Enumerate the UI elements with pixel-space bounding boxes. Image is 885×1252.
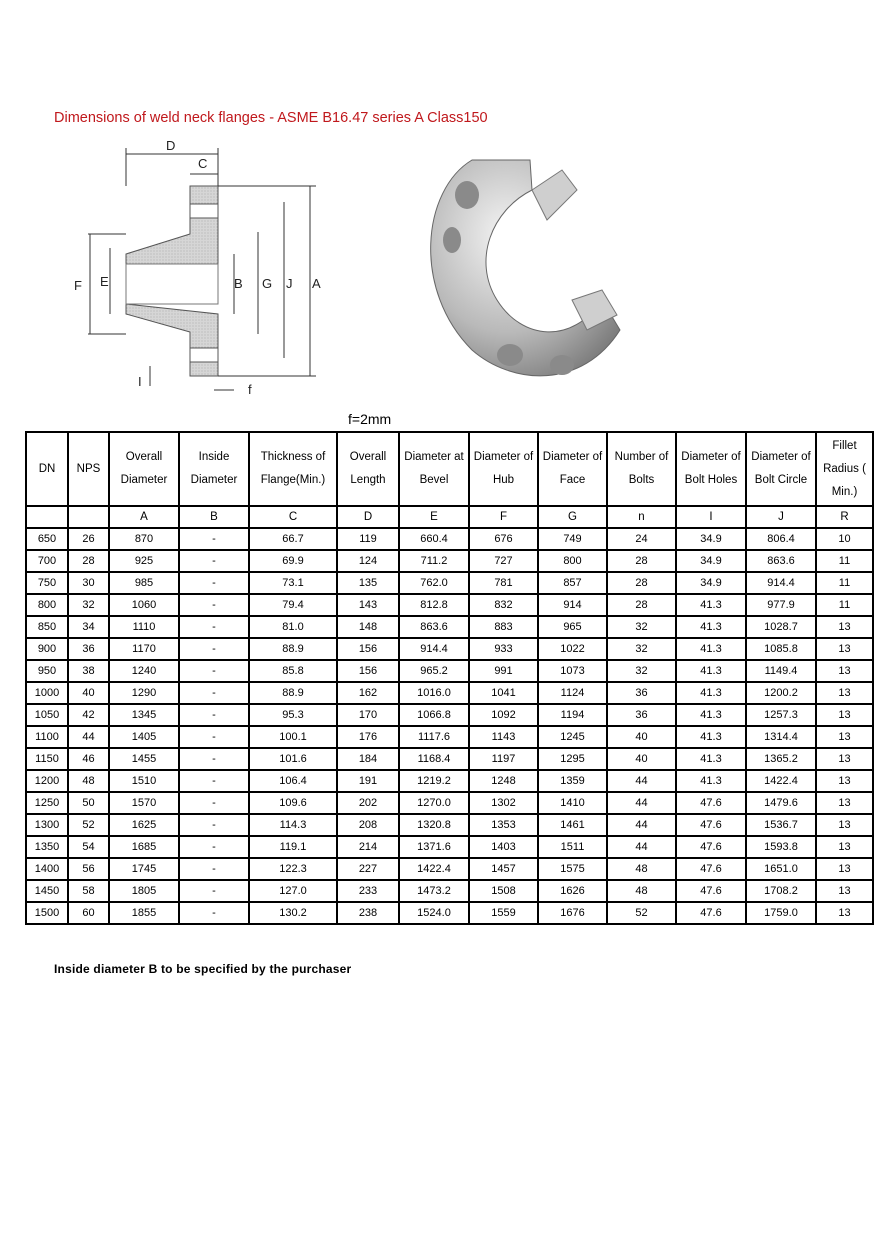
table-cell: 162 bbox=[337, 682, 399, 704]
col-letter: G bbox=[538, 506, 607, 528]
table-cell: 800 bbox=[538, 550, 607, 572]
table-row bbox=[26, 770, 873, 792]
table-cell: 870 bbox=[109, 528, 179, 550]
table-cell: 1461 bbox=[538, 814, 607, 836]
table-cell: - bbox=[179, 704, 249, 726]
col-header: Diameter of Face bbox=[538, 432, 607, 506]
table-cell: 156 bbox=[337, 660, 399, 682]
table-cell: 109.6 bbox=[249, 792, 337, 814]
table-cell: 41.3 bbox=[676, 616, 746, 638]
table-cell: 54 bbox=[68, 836, 109, 858]
label-f-lower: f bbox=[248, 382, 252, 397]
table-cell: 1626 bbox=[538, 880, 607, 902]
table-row bbox=[26, 638, 873, 660]
table-cell: 40 bbox=[607, 726, 676, 748]
table-cell: 965.2 bbox=[399, 660, 469, 682]
table-cell: - bbox=[179, 902, 249, 924]
table-cell: 11 bbox=[816, 550, 873, 572]
table-cell: 127.0 bbox=[249, 880, 337, 902]
table-cell: 41.3 bbox=[676, 726, 746, 748]
table-cell: - bbox=[179, 550, 249, 572]
col-letter: B bbox=[179, 506, 249, 528]
table-cell: - bbox=[179, 682, 249, 704]
table-cell: - bbox=[179, 660, 249, 682]
table-cell: 933 bbox=[469, 638, 538, 660]
table-cell: 85.8 bbox=[249, 660, 337, 682]
col-letter bbox=[26, 506, 68, 528]
table-cell: 30 bbox=[68, 572, 109, 594]
table-cell: 1092 bbox=[469, 704, 538, 726]
col-header: Diameter at Bevel bbox=[399, 432, 469, 506]
table-cell: 1400 bbox=[26, 858, 68, 880]
table-cell: 44 bbox=[607, 814, 676, 836]
table-cell: 41.3 bbox=[676, 594, 746, 616]
table-cell: 750 bbox=[26, 572, 68, 594]
table-cell: 1320.8 bbox=[399, 814, 469, 836]
table-cell: 1403 bbox=[469, 836, 538, 858]
col-header: Number of Bolts bbox=[607, 432, 676, 506]
table-cell: 41.3 bbox=[676, 748, 746, 770]
table-cell: 1028.7 bbox=[746, 616, 816, 638]
table-cell: 41.3 bbox=[676, 660, 746, 682]
table-cell: 13 bbox=[816, 726, 873, 748]
table-cell: 991 bbox=[469, 660, 538, 682]
table-cell: 238 bbox=[337, 902, 399, 924]
col-letter: I bbox=[676, 506, 746, 528]
col-header: Diameter of Hub bbox=[469, 432, 538, 506]
table-cell: 47.6 bbox=[676, 836, 746, 858]
table-cell: 1060 bbox=[109, 594, 179, 616]
table-cell: 41.3 bbox=[676, 638, 746, 660]
table-cell: 1168.4 bbox=[399, 748, 469, 770]
table-cell: 1405 bbox=[109, 726, 179, 748]
table-cell: 28 bbox=[607, 594, 676, 616]
table-cell: - bbox=[179, 858, 249, 880]
table-cell: 1100 bbox=[26, 726, 68, 748]
table-cell: 925 bbox=[109, 550, 179, 572]
table-cell: 69.9 bbox=[249, 550, 337, 572]
col-letter: J bbox=[746, 506, 816, 528]
table-cell: 40 bbox=[68, 682, 109, 704]
page-title: Dimensions of weld neck flanges - ASME B16.47 series A Class150 bbox=[54, 110, 488, 126]
table-cell: 44 bbox=[607, 770, 676, 792]
table-cell: 1708.2 bbox=[746, 880, 816, 902]
table-cell: 227 bbox=[337, 858, 399, 880]
col-header: Inside Diameter bbox=[179, 432, 249, 506]
table-row bbox=[26, 528, 873, 550]
table-cell: - bbox=[179, 770, 249, 792]
flange-3d-image bbox=[412, 150, 632, 398]
table-cell: 38 bbox=[68, 660, 109, 682]
table-cell: 184 bbox=[337, 748, 399, 770]
table-cell: 832 bbox=[469, 594, 538, 616]
table-row bbox=[26, 594, 873, 616]
table-cell: 650 bbox=[26, 528, 68, 550]
table-cell: 36 bbox=[607, 682, 676, 704]
table-cell: - bbox=[179, 836, 249, 858]
table-cell: 47.6 bbox=[676, 880, 746, 902]
table-cell: 11 bbox=[816, 572, 873, 594]
col-header: Diameter of Bolt Holes bbox=[676, 432, 746, 506]
table-cell: 1314.4 bbox=[746, 726, 816, 748]
table-cell: 88.9 bbox=[249, 638, 337, 660]
table-cell: 42 bbox=[68, 704, 109, 726]
table-cell: 1143 bbox=[469, 726, 538, 748]
table-cell: 1000 bbox=[26, 682, 68, 704]
table-cell: 1510 bbox=[109, 770, 179, 792]
table-cell: 233 bbox=[337, 880, 399, 902]
table-cell: 148 bbox=[337, 616, 399, 638]
table-cell: 660.4 bbox=[399, 528, 469, 550]
table-cell: 1295 bbox=[538, 748, 607, 770]
col-header: Diameter of Bolt Circle bbox=[746, 432, 816, 506]
label-i: I bbox=[138, 374, 142, 389]
table-row bbox=[26, 902, 873, 924]
table-cell: 46 bbox=[68, 748, 109, 770]
label-c: C bbox=[198, 156, 208, 171]
table-cell: 36 bbox=[607, 704, 676, 726]
table-cell: 914.4 bbox=[399, 638, 469, 660]
table-cell: - bbox=[179, 726, 249, 748]
table-cell: 34 bbox=[68, 616, 109, 638]
table-cell: - bbox=[179, 572, 249, 594]
table-cell: 711.2 bbox=[399, 550, 469, 572]
table-cell: 135 bbox=[337, 572, 399, 594]
table-cell: 13 bbox=[816, 814, 873, 836]
table-cell: 1085.8 bbox=[746, 638, 816, 660]
table-cell: 1200 bbox=[26, 770, 68, 792]
table-row bbox=[26, 836, 873, 858]
table-cell: 10 bbox=[816, 528, 873, 550]
table-cell: 56 bbox=[68, 858, 109, 880]
table-cell: 34.9 bbox=[676, 550, 746, 572]
table-cell: 1016.0 bbox=[399, 682, 469, 704]
table-cell: 41.3 bbox=[676, 682, 746, 704]
col-header: DN bbox=[26, 432, 68, 506]
table-cell: 676 bbox=[469, 528, 538, 550]
table-cell: 13 bbox=[816, 660, 873, 682]
table-cell: 13 bbox=[816, 792, 873, 814]
table-cell: 130.2 bbox=[249, 902, 337, 924]
col-letter: F bbox=[469, 506, 538, 528]
table-cell: 1410 bbox=[538, 792, 607, 814]
table-cell: 13 bbox=[816, 770, 873, 792]
table-cell: 47.6 bbox=[676, 902, 746, 924]
table-cell: 914 bbox=[538, 594, 607, 616]
table-cell: 41.3 bbox=[676, 770, 746, 792]
table-cell: 749 bbox=[538, 528, 607, 550]
table-cell: 88.9 bbox=[249, 682, 337, 704]
table-cell: 95.3 bbox=[249, 704, 337, 726]
table-cell: 170 bbox=[337, 704, 399, 726]
table-cell: 28 bbox=[68, 550, 109, 572]
table-cell: 1500 bbox=[26, 902, 68, 924]
f-dimension-note: f=2mm bbox=[348, 411, 392, 427]
table-cell: 58 bbox=[68, 880, 109, 902]
table-cell: 1805 bbox=[109, 880, 179, 902]
table-row bbox=[26, 748, 873, 770]
table-cell: 1345 bbox=[109, 704, 179, 726]
table-cell: 122.3 bbox=[249, 858, 337, 880]
table-cell: 50 bbox=[68, 792, 109, 814]
table-cell: 41.3 bbox=[676, 704, 746, 726]
table-cell: 1124 bbox=[538, 682, 607, 704]
table-cell: 1359 bbox=[538, 770, 607, 792]
table-cell: 1575 bbox=[538, 858, 607, 880]
table-cell: - bbox=[179, 814, 249, 836]
col-header: Overall Diameter bbox=[109, 432, 179, 506]
table-body bbox=[26, 528, 873, 924]
table-row bbox=[26, 858, 873, 880]
table-cell: 13 bbox=[816, 748, 873, 770]
table-cell: 176 bbox=[337, 726, 399, 748]
table-row bbox=[26, 792, 873, 814]
table-cell: 13 bbox=[816, 836, 873, 858]
table-cell: 47.6 bbox=[676, 814, 746, 836]
table-cell: 1117.6 bbox=[399, 726, 469, 748]
table-cell: 1422.4 bbox=[399, 858, 469, 880]
table-cell: 1365.2 bbox=[746, 748, 816, 770]
table-cell: 44 bbox=[68, 726, 109, 748]
table-cell: 863.6 bbox=[746, 550, 816, 572]
table-cell: 13 bbox=[816, 902, 873, 924]
dimensions-table bbox=[25, 431, 874, 925]
table-cell: 13 bbox=[816, 858, 873, 880]
table-cell: 1353 bbox=[469, 814, 538, 836]
table-cell: 1150 bbox=[26, 748, 68, 770]
table-cell: 900 bbox=[26, 638, 68, 660]
table-cell: 60 bbox=[68, 902, 109, 924]
table-cell: 965 bbox=[538, 616, 607, 638]
col-header: NPS bbox=[68, 432, 109, 506]
table-cell: 1759.0 bbox=[746, 902, 816, 924]
table-cell: 1194 bbox=[538, 704, 607, 726]
table-cell: 1248 bbox=[469, 770, 538, 792]
table-cell: 11 bbox=[816, 594, 873, 616]
table-cell: - bbox=[179, 594, 249, 616]
table-cell: 883 bbox=[469, 616, 538, 638]
table-cell: 202 bbox=[337, 792, 399, 814]
table-row bbox=[26, 726, 873, 748]
table-row bbox=[26, 550, 873, 572]
table-cell: 700 bbox=[26, 550, 68, 572]
table-cell: 1455 bbox=[109, 748, 179, 770]
table-cell: 857 bbox=[538, 572, 607, 594]
col-letter: C bbox=[249, 506, 337, 528]
label-a: A bbox=[312, 276, 321, 291]
table-cell: 32 bbox=[607, 616, 676, 638]
table-cell: 13 bbox=[816, 704, 873, 726]
table-cell: 214 bbox=[337, 836, 399, 858]
table-cell: 100.1 bbox=[249, 726, 337, 748]
table-cell: 143 bbox=[337, 594, 399, 616]
table-cell: 114.3 bbox=[249, 814, 337, 836]
table-cell: 36 bbox=[68, 638, 109, 660]
table-row bbox=[26, 880, 873, 902]
table-cell: - bbox=[179, 880, 249, 902]
table-cell: 44 bbox=[607, 836, 676, 858]
table-cell: 914.4 bbox=[746, 572, 816, 594]
table-cell: 52 bbox=[68, 814, 109, 836]
table-cell: 1073 bbox=[538, 660, 607, 682]
col-header: Overall Length bbox=[337, 432, 399, 506]
table-cell: 1219.2 bbox=[399, 770, 469, 792]
table-cell: 1625 bbox=[109, 814, 179, 836]
table-cell: 13 bbox=[816, 682, 873, 704]
table-cell: 1473.2 bbox=[399, 880, 469, 902]
table-cell: 1508 bbox=[469, 880, 538, 902]
label-j: J bbox=[286, 276, 293, 291]
table-cell: 34.9 bbox=[676, 572, 746, 594]
col-letter: R bbox=[816, 506, 873, 528]
table-cell: 47.6 bbox=[676, 792, 746, 814]
col-header: Thickness of Flange(Min.) bbox=[249, 432, 337, 506]
table-row bbox=[26, 572, 873, 594]
table-cell: 1676 bbox=[538, 902, 607, 924]
table-cell: 806.4 bbox=[746, 528, 816, 550]
table-cell: - bbox=[179, 748, 249, 770]
label-f-upper: F bbox=[74, 278, 82, 293]
table-cell: 1479.6 bbox=[746, 792, 816, 814]
table-cell: 1197 bbox=[469, 748, 538, 770]
table-cell: 191 bbox=[337, 770, 399, 792]
table-cell: 1050 bbox=[26, 704, 68, 726]
letter-row bbox=[26, 506, 873, 528]
table-cell: 781 bbox=[469, 572, 538, 594]
table-cell: 13 bbox=[816, 880, 873, 902]
table-cell: 81.0 bbox=[249, 616, 337, 638]
table-cell: 1651.0 bbox=[746, 858, 816, 880]
table-cell: 1450 bbox=[26, 880, 68, 902]
table-cell: 1270.0 bbox=[399, 792, 469, 814]
table-cell: - bbox=[179, 792, 249, 814]
label-d: D bbox=[166, 138, 176, 153]
table-cell: 1536.7 bbox=[746, 814, 816, 836]
table-cell: 1250 bbox=[26, 792, 68, 814]
col-letter: A bbox=[109, 506, 179, 528]
table-cell: - bbox=[179, 638, 249, 660]
col-letter: E bbox=[399, 506, 469, 528]
table-cell: 950 bbox=[26, 660, 68, 682]
table-cell: 1149.4 bbox=[746, 660, 816, 682]
table-row bbox=[26, 660, 873, 682]
table-cell: 1593.8 bbox=[746, 836, 816, 858]
table-cell: 13 bbox=[816, 638, 873, 660]
table-cell: 850 bbox=[26, 616, 68, 638]
table-cell: 52 bbox=[607, 902, 676, 924]
table-cell: 47.6 bbox=[676, 858, 746, 880]
col-letter: D bbox=[337, 506, 399, 528]
table-cell: 1371.6 bbox=[399, 836, 469, 858]
table-cell: 1240 bbox=[109, 660, 179, 682]
table-cell: 26 bbox=[68, 528, 109, 550]
table-cell: 13 bbox=[816, 616, 873, 638]
table-cell: 1524.0 bbox=[399, 902, 469, 924]
table-cell: 66.7 bbox=[249, 528, 337, 550]
table-cell: 863.6 bbox=[399, 616, 469, 638]
table-cell: 24 bbox=[607, 528, 676, 550]
table-cell: 1685 bbox=[109, 836, 179, 858]
table-cell: 28 bbox=[607, 572, 676, 594]
table-cell: 1511 bbox=[538, 836, 607, 858]
table-cell: 812.8 bbox=[399, 594, 469, 616]
table-cell: 1257.3 bbox=[746, 704, 816, 726]
table-row bbox=[26, 704, 873, 726]
table-cell: 1559 bbox=[469, 902, 538, 924]
table-cell: 1422.4 bbox=[746, 770, 816, 792]
table-cell: 1170 bbox=[109, 638, 179, 660]
table-cell: - bbox=[179, 528, 249, 550]
table-cell: 32 bbox=[68, 594, 109, 616]
table-cell: 156 bbox=[337, 638, 399, 660]
table-cell: 727 bbox=[469, 550, 538, 572]
table-cell: 1350 bbox=[26, 836, 68, 858]
table-cell: 977.9 bbox=[746, 594, 816, 616]
table-cell: 79.4 bbox=[249, 594, 337, 616]
table-cell: 48 bbox=[607, 880, 676, 902]
col-letter bbox=[68, 506, 109, 528]
table-cell: 1290 bbox=[109, 682, 179, 704]
table-cell: 1457 bbox=[469, 858, 538, 880]
table-row bbox=[26, 616, 873, 638]
table-cell: 1066.8 bbox=[399, 704, 469, 726]
table-cell: 762.0 bbox=[399, 572, 469, 594]
table-cell: 28 bbox=[607, 550, 676, 572]
label-e: E bbox=[100, 274, 109, 289]
table-cell: 1300 bbox=[26, 814, 68, 836]
flange-cross-section-diagram bbox=[66, 136, 346, 402]
header-row bbox=[26, 432, 873, 506]
table-cell: 1245 bbox=[538, 726, 607, 748]
table-cell: 44 bbox=[607, 792, 676, 814]
table-cell: 1855 bbox=[109, 902, 179, 924]
table-cell: 1200.2 bbox=[746, 682, 816, 704]
table-cell: 48 bbox=[607, 858, 676, 880]
table-cell: 119 bbox=[337, 528, 399, 550]
table-cell: 73.1 bbox=[249, 572, 337, 594]
table-cell: 34.9 bbox=[676, 528, 746, 550]
table-cell: 1570 bbox=[109, 792, 179, 814]
table-cell: 48 bbox=[68, 770, 109, 792]
table-cell: 124 bbox=[337, 550, 399, 572]
table-cell: - bbox=[179, 616, 249, 638]
col-header: Fillet Radius ( Min.) bbox=[816, 432, 873, 506]
table-cell: 1022 bbox=[538, 638, 607, 660]
table-cell: 985 bbox=[109, 572, 179, 594]
table-cell: 32 bbox=[607, 660, 676, 682]
table-cell: 1745 bbox=[109, 858, 179, 880]
table-row bbox=[26, 814, 873, 836]
label-g: G bbox=[262, 276, 273, 291]
table-cell: 40 bbox=[607, 748, 676, 770]
table-cell: 1041 bbox=[469, 682, 538, 704]
table-cell: 32 bbox=[607, 638, 676, 660]
table-row bbox=[26, 682, 873, 704]
table-cell: 106.4 bbox=[249, 770, 337, 792]
label-b: B bbox=[234, 276, 243, 291]
col-letter: n bbox=[607, 506, 676, 528]
table-cell: 208 bbox=[337, 814, 399, 836]
table-cell: 800 bbox=[26, 594, 68, 616]
footnote: Inside diameter B to be specified by the purchaser bbox=[54, 962, 352, 976]
table-cell: 101.6 bbox=[249, 748, 337, 770]
table-cell: 1110 bbox=[109, 616, 179, 638]
table-cell: 1302 bbox=[469, 792, 538, 814]
table-cell: 119.1 bbox=[249, 836, 337, 858]
